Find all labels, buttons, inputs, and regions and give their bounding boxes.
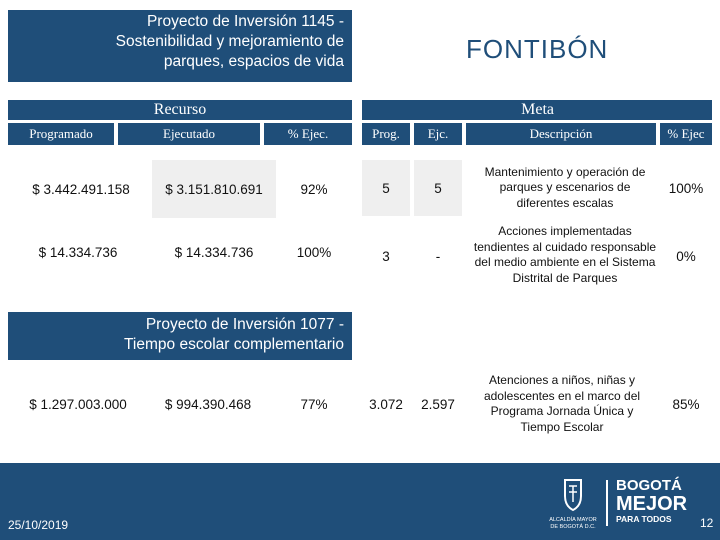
row3-prog: 3.072 [369,396,403,412]
logo-divider [606,480,608,526]
header-prog: Prog. [362,123,410,145]
page-number: 12 [700,516,714,530]
row3-pct-meta: 85% [672,396,700,412]
bogota-mejor-logo [616,478,696,528]
project-1145-title-line3: parques, espacios de vida [163,53,344,70]
project-1077-title-line2: Tiempo escolar complementario [124,336,344,353]
footer-date: 25/10/2019 [8,518,69,532]
project-1145-title-line1: Proyecto de Inversión 1145 - [146,13,344,30]
row2-pct-meta: 0% [676,248,696,264]
logo-mejor-text: MEJOR [616,493,688,515]
project-1077-title [8,312,352,360]
row3-ejecutado: $ 994.390.468 [164,396,252,412]
locality-title: FONTIBÓN [466,34,609,64]
header-programado: Programado [8,123,114,145]
row2-ejc: - [435,248,441,264]
logo-bogota-text: BOGOTÁ [616,477,682,494]
header-pct-ejec-meta: % Ejec [660,123,712,145]
row3-descripcion: Atenciones a niños, niñas y adolescentes en el marco del Programa Jornada Única y Tiempo Escolar [483,373,641,434]
coat-of-arms-icon [548,478,598,512]
row2-programado: $ 14.334.736 [38,244,118,260]
alcaldia-logo [548,478,598,528]
row2-pct: 100% [296,244,332,260]
row1-pct-meta: 100% [668,180,704,196]
row3-pct: 77% [300,396,328,412]
recurso-band: Recurso [8,100,352,120]
header-ejc: Ejc. [414,123,462,145]
row2-ejecutado: $ 14.334.736 [174,244,254,260]
footer-bar [0,463,720,540]
row1-descripcion: Mantenimiento y operación de parques y escenarios de diferentes escalas [484,164,646,210]
alcaldia-text-1: ALCALDÍA MAYOR [549,517,597,523]
project-1145-title-line2: Sostenibilidad y mejoramiento de [115,33,344,50]
row1-prog: 5 [362,160,410,216]
row1-programado: $ 3.442.491.158 [32,181,130,197]
row2-prog: 3 [382,248,390,264]
project-1077-title-line1: Proyecto de Inversión 1077 - [145,316,344,333]
logo-para-todos-text: PARA TODOS [616,514,672,524]
header-ejecutado: Ejecutado [118,123,260,145]
row1-pct: 92% [300,181,328,197]
alcaldia-text-2: DE BOGOTÁ D.C. [550,524,596,530]
row2-descripcion: Acciones implementadas tendientes al cuidado responsable del medio ambiente en el Sistema Distrital de Parques [473,224,657,285]
row1-ejecutado: $ 3.151.810.691 [152,160,276,218]
header-pct-ejec: % Ejec. [264,123,352,145]
meta-band: Meta [362,100,712,120]
row1-ejc: 5 [414,160,462,216]
row3-ejc: 2.597 [421,396,455,412]
row3-programado: $ 1.297.003.000 [29,396,127,412]
header-descripcion: Descripción [466,123,656,145]
project-1145-title [8,10,352,82]
